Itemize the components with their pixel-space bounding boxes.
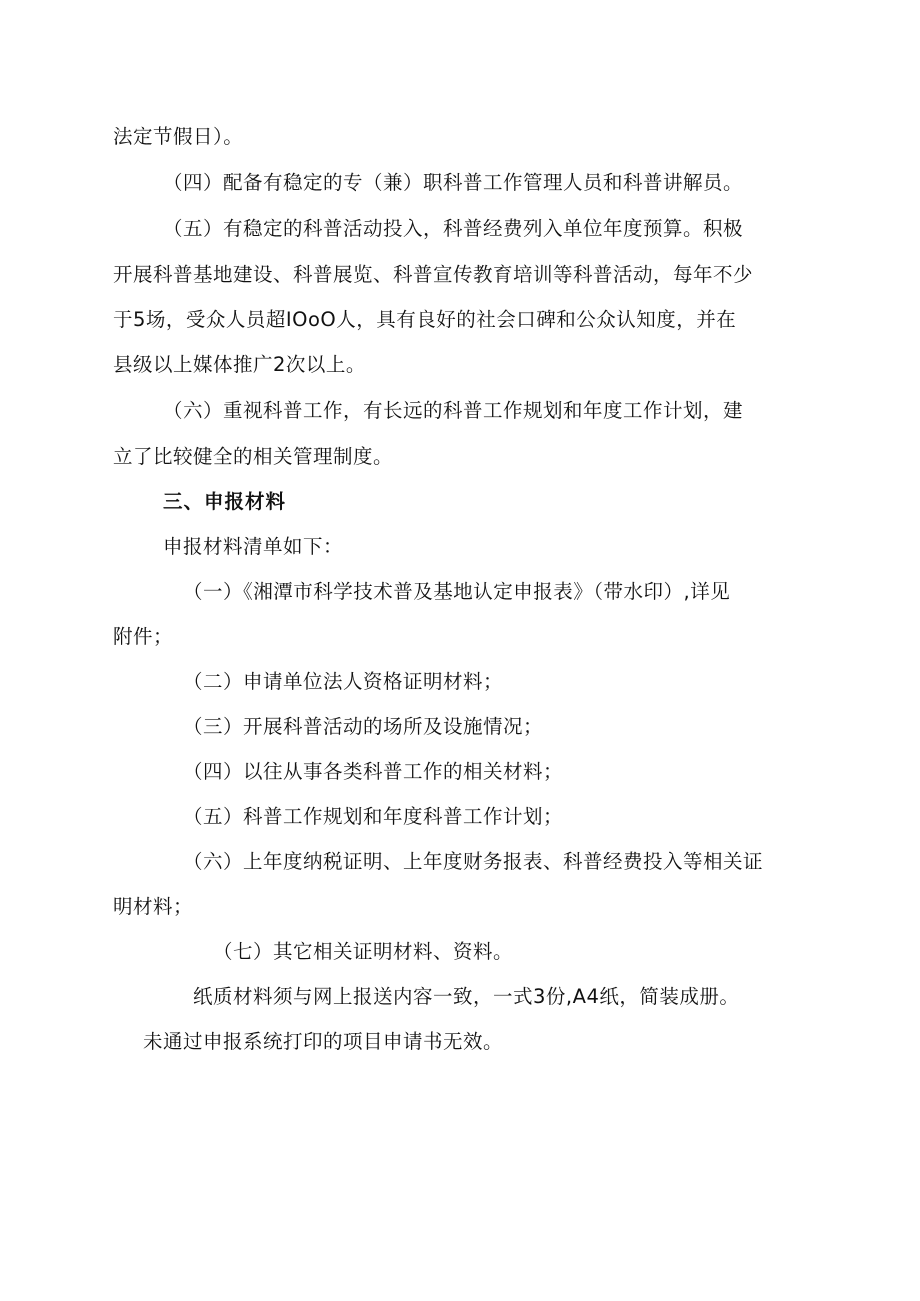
list-item-5-plan: （五）科普工作规划和年度科普工作计划； <box>183 805 564 828</box>
text-line-holidays: 法定节假日）。 <box>113 125 244 148</box>
text-line-item-6-system: 立了比较健全的相关管理制度。 <box>113 445 394 468</box>
list-item-2-legal: （二）申请单位法人资格证明材料； <box>183 670 504 693</box>
text-line-item-4-staff: （四）配备有稳定的专（兼）职科普工作管理人员和科普讲解员。 <box>163 171 744 194</box>
text-line-item-5-media: 县级以上媒体推广2次以上。 <box>113 353 366 376</box>
text-line-invalid-notice: 未通过申报系统打印的项目申请书无效。 <box>143 1030 504 1053</box>
list-item-1-attachment: 附件； <box>113 625 174 648</box>
text-line-item-5-activities: 开展科普基地建设、科普展览、科普宣传教育培训等科普活动，每年不少 <box>113 263 754 286</box>
list-item-3-venue: （三）开展科普活动的场所及设施情况； <box>183 715 544 738</box>
list-item-1-form: （一）《湘潭市科学技术普及基地认定申报表》（带水印）,详见 <box>183 580 731 603</box>
list-item-4-history: （四）以往从事各类科普工作的相关材料； <box>183 760 564 783</box>
text-line-item-6-planning: （六）重视科普工作，有长远的科普工作规划和年度工作计划，建 <box>163 399 744 422</box>
list-item-7-other: （七）其它相关证明材料、资料。 <box>213 940 514 963</box>
text-line-paper-materials: 纸质材料须与网上报送内容一致，一式3份,A4纸，简装成册。 <box>193 985 740 1008</box>
list-item-6-continued: 明材料； <box>113 895 194 918</box>
section-heading-materials: 三、申报材料 <box>163 490 287 513</box>
text-line-materials-intro: 申报材料清单如下： <box>163 535 344 558</box>
text-line-item-5-audience: 于5场，受众人员超IOoO人，具有良好的社会口碑和公众认知度，并在 <box>113 308 737 331</box>
list-item-6-tax: （六）上年度纳税证明、上年度财务报表、科普经费投入等相关证 <box>183 850 764 873</box>
text-line-item-5-funding: （五）有稳定的科普活动投入，科普经费列入单位年度预算。积极 <box>163 217 744 240</box>
